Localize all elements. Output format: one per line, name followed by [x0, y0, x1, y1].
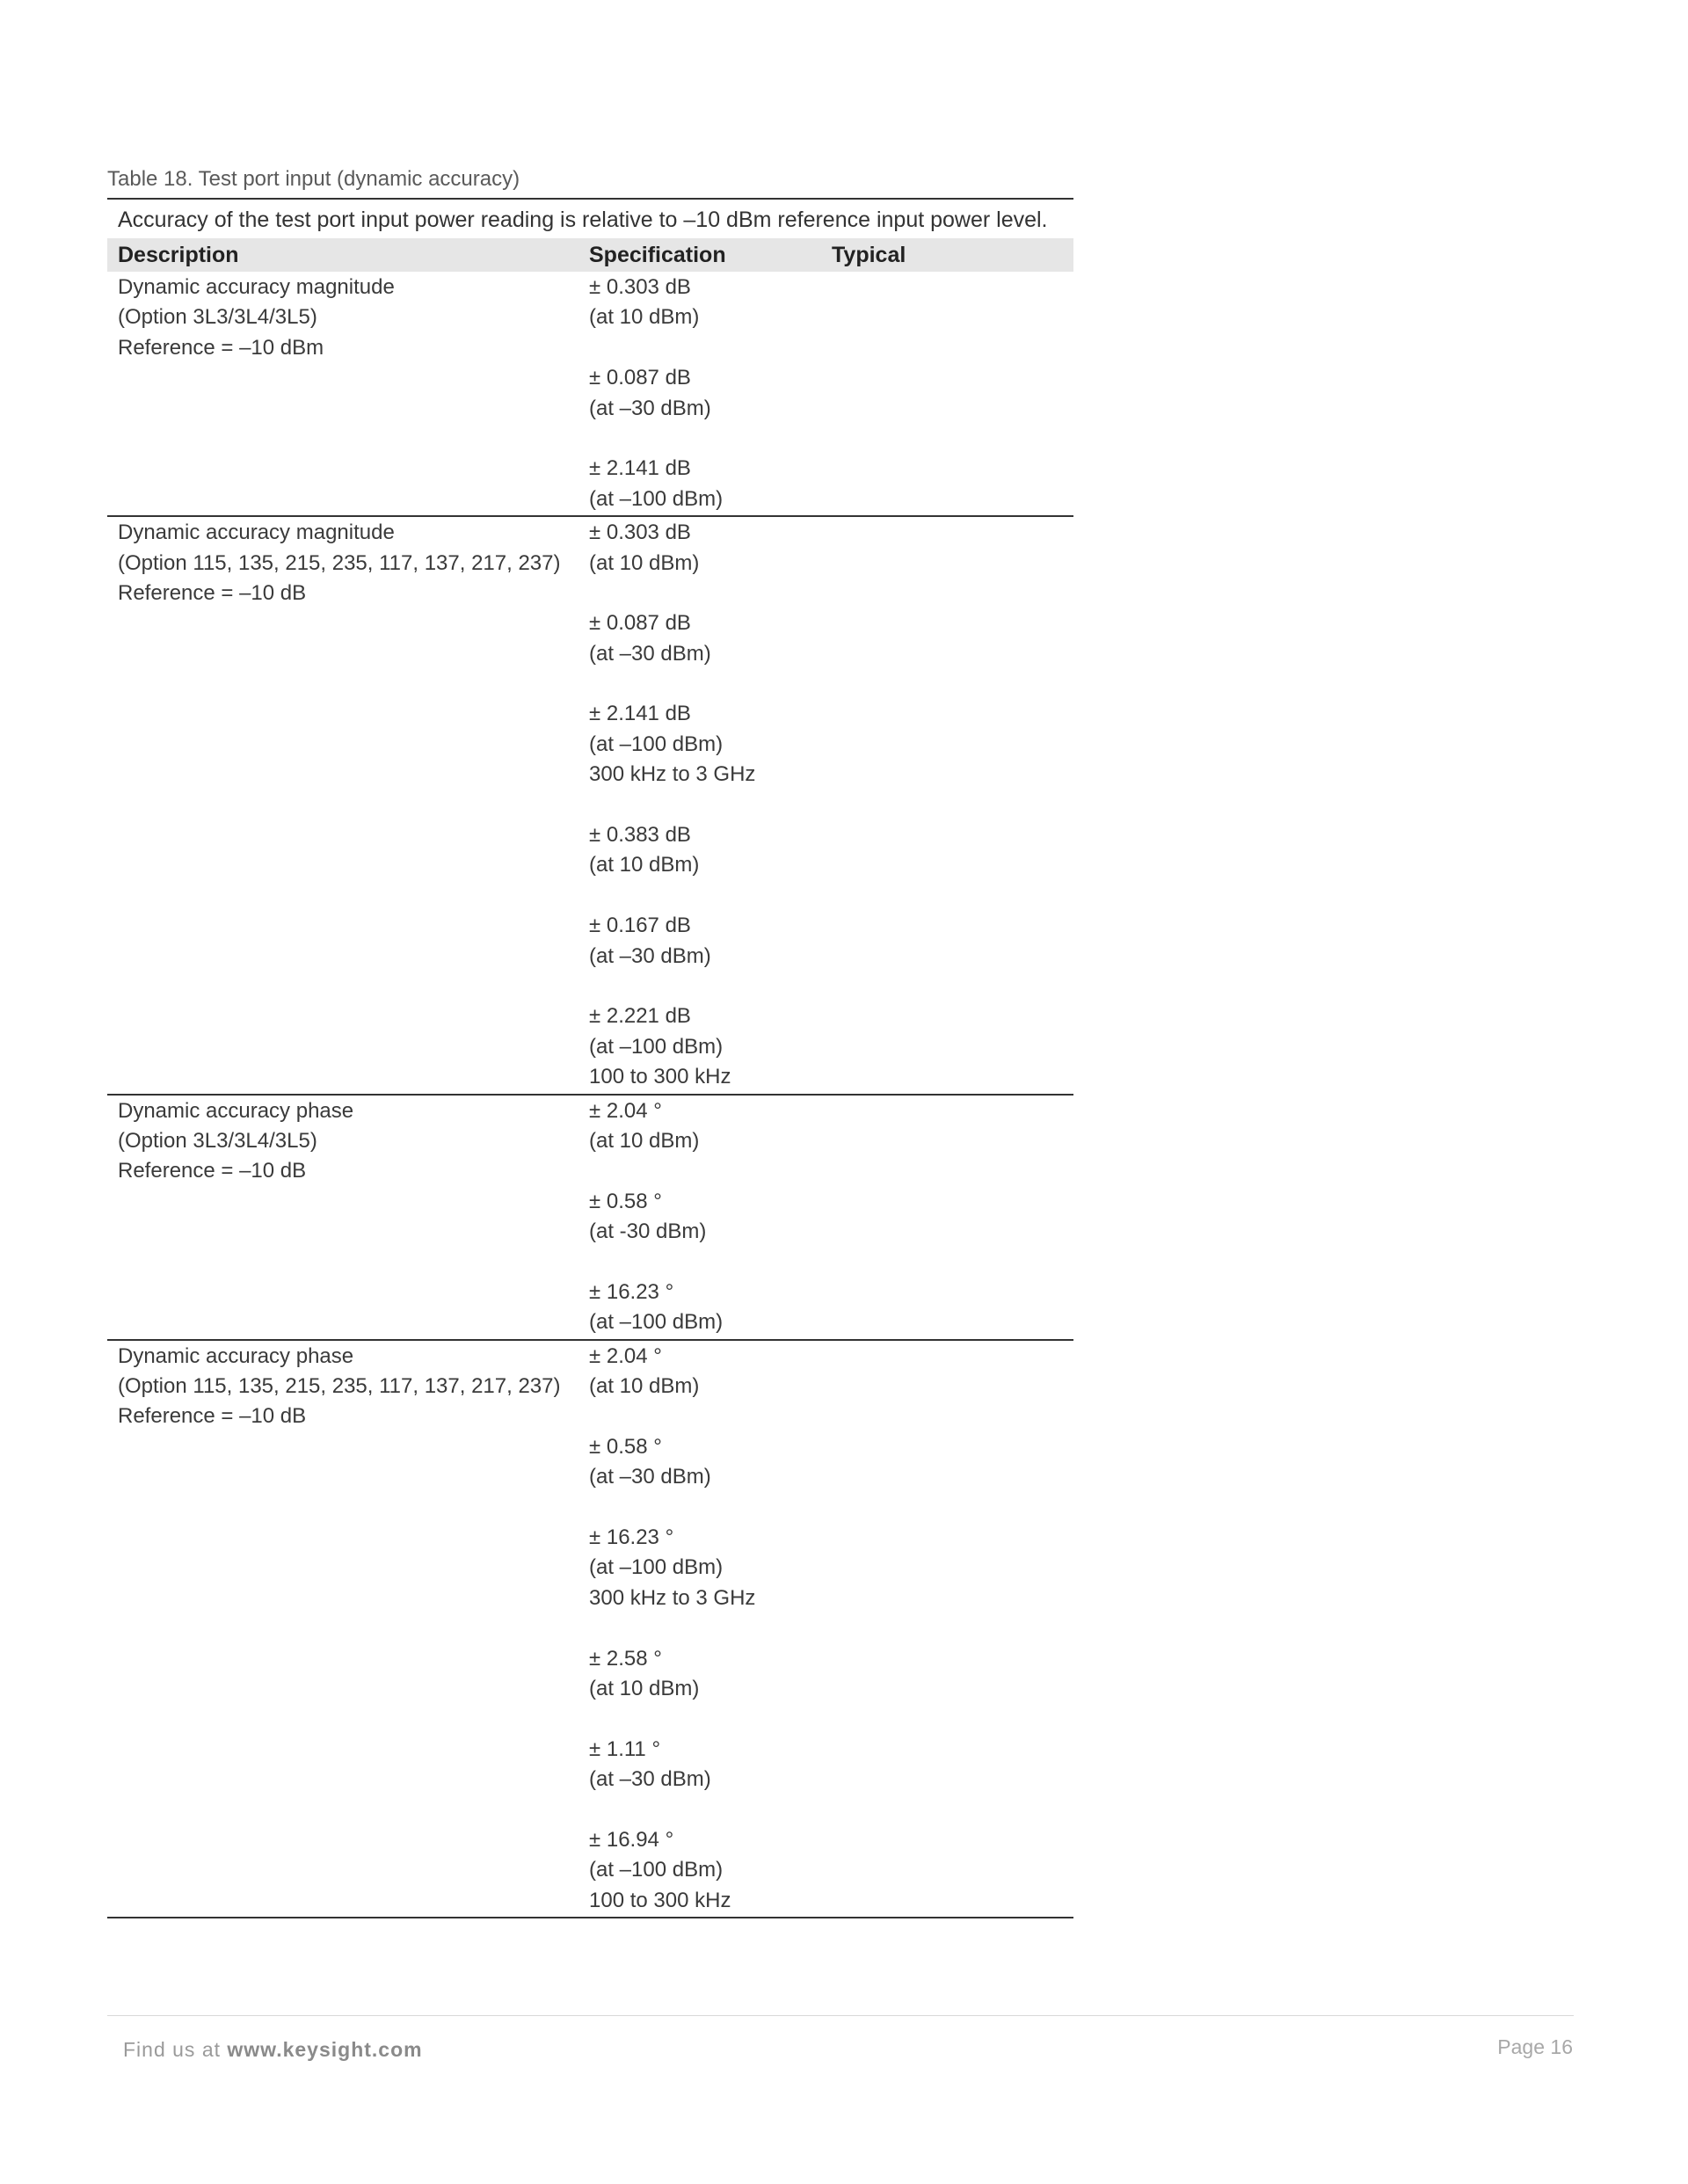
cell-specification-line: (at –30 dBm) [589, 396, 711, 420]
cell-specification-line: (at 10 dBm) [589, 853, 700, 877]
cell-description-line: (Option 3L3/3L4/3L5) [118, 305, 317, 330]
spec-table [107, 198, 1073, 1918]
cell-typical [832, 517, 1073, 1093]
cell-specification-line [589, 669, 832, 699]
cell-specification-line: ± 1.11 ° [589, 1736, 661, 1761]
cell-specification-line: ± 2.04 ° [589, 1098, 662, 1123]
cell-specification-line: ± 0.303 dB [589, 275, 691, 299]
footer-find-us [123, 2038, 423, 2062]
table-row [107, 1339, 1073, 1917]
cell-specification-line: (at –30 dBm) [589, 943, 711, 968]
cell-specification-line [589, 1493, 832, 1523]
table-header [107, 238, 1073, 272]
cell-specification-line: (at –100 dBm) [589, 732, 724, 756]
cell-specification-line [589, 1248, 832, 1278]
cell-specification-line [589, 333, 832, 363]
cell-specification-line: (at 10 dBm) [589, 550, 700, 575]
cell-specification-line: ± 16.23 ° [589, 1279, 674, 1304]
cell-description-line: Dynamic accuracy magnitude [118, 275, 395, 299]
table-caption: Table 18. Test port input (dynamic accuracy) [107, 167, 520, 191]
cell-description-line: Reference = –10 dB [118, 1159, 307, 1183]
cell-description [107, 517, 589, 1093]
cell-specification-line: (at –100 dBm) [589, 1310, 724, 1335]
table-note: Accuracy of the test port input power reading is relative to –10 dBm reference input power level. [118, 207, 1048, 232]
cell-specification-line: ± 0.087 dB [589, 611, 691, 636]
cell-typical-line [832, 273, 1073, 302]
cell-specification-line: ± 2.58 ° [589, 1646, 662, 1671]
cell-specification-line [589, 424, 832, 454]
cell-specification-line: (at 10 dBm) [589, 1676, 700, 1700]
cell-description-line: (Option 3L3/3L4/3L5) [118, 1128, 317, 1153]
cell-specification-line: ± 16.94 ° [589, 1827, 674, 1852]
cell-description [107, 1096, 589, 1339]
cell-description-line: (Option 115, 135, 215, 235, 117, 137, 217, 237) [118, 1374, 561, 1399]
cell-typical-line [832, 518, 1073, 548]
cell-typical [832, 272, 1073, 515]
header-specification: Specification [589, 243, 726, 267]
table-row [107, 515, 1073, 1093]
cell-specification-line [589, 1795, 832, 1825]
cell-specification-line [589, 579, 832, 608]
cell-specification-line: (at –30 dBm) [589, 1465, 711, 1489]
header-description: Description [118, 243, 239, 267]
cell-specification-line: (at –30 dBm) [589, 641, 711, 666]
cell-specification-line: ± 2.141 dB [589, 456, 691, 481]
cell-specification-line: 100 to 300 kHz [589, 1065, 731, 1089]
cell-specification-line: ± 0.58 ° [589, 1189, 662, 1213]
cell-specification-line: (at –100 dBm) [589, 1858, 724, 1882]
cell-specification-line: 300 kHz to 3 GHz [589, 1585, 756, 1610]
cell-description-line: Reference = –10 dBm [118, 335, 324, 360]
cell-specification-line [589, 972, 832, 1001]
cell-specification-line: ± 2.04 ° [589, 1343, 662, 1368]
cell-specification [589, 272, 832, 515]
table-body [107, 272, 1073, 1917]
page-number: Page 16 [1497, 2035, 1573, 2058]
cell-specification-line: (at 10 dBm) [589, 1128, 700, 1153]
cell-specification [589, 1341, 832, 1917]
cell-description-line: Dynamic accuracy phase [118, 1343, 354, 1368]
cell-description-line: (Option 115, 135, 215, 235, 117, 137, 217, 237) [118, 550, 561, 575]
footer-url-link[interactable]: www.keysight.com [227, 2038, 423, 2061]
cell-specification-line [589, 1401, 832, 1431]
cell-specification-line: (at –100 dBm) [589, 1555, 724, 1580]
cell-specification-line: ± 16.23 ° [589, 1525, 674, 1550]
cell-specification-line [589, 790, 832, 820]
cell-description-line: Reference = –10 dB [118, 580, 307, 605]
cell-specification-line [589, 1156, 832, 1186]
cell-specification-line: ± 0.167 dB [589, 914, 691, 938]
cell-specification-line [589, 1704, 832, 1734]
header-typical: Typical [832, 243, 906, 267]
cell-description-line: Dynamic accuracy magnitude [118, 521, 395, 545]
cell-specification-line: ± 0.087 dB [589, 366, 691, 390]
cell-specification-line: ± 2.221 dB [589, 1004, 691, 1029]
cell-typical [832, 1096, 1073, 1339]
table-row [107, 272, 1073, 515]
cell-specification-line: (at –30 dBm) [589, 1767, 711, 1792]
footer-prefix: Find us at [123, 2038, 228, 2061]
cell-specification-line: (at -30 dBm) [589, 1219, 707, 1244]
cell-typical [832, 1341, 1073, 1917]
cell-specification-line: 300 kHz to 3 GHz [589, 762, 756, 787]
cell-description [107, 272, 589, 515]
cell-description-line: Dynamic accuracy phase [118, 1098, 354, 1123]
cell-typical-line [832, 1342, 1073, 1372]
cell-specification-line: (at –100 dBm) [589, 486, 724, 511]
cell-specification-line [589, 881, 832, 911]
cell-description [107, 1341, 589, 1917]
cell-specification-line [589, 1613, 832, 1643]
cell-specification [589, 1096, 832, 1339]
footer-divider [107, 2015, 1574, 2016]
cell-specification-line: ± 0.303 dB [589, 521, 691, 545]
table-row [107, 1094, 1073, 1339]
cell-specification-line: (at –100 dBm) [589, 1034, 724, 1059]
cell-specification-line: 100 to 300 kHz [589, 1888, 731, 1912]
cell-typical-line [832, 1096, 1073, 1126]
cell-specification-line: ± 0.383 dB [589, 823, 691, 848]
cell-specification [589, 517, 832, 1093]
cell-description-line: Reference = –10 dB [118, 1404, 307, 1429]
cell-specification-line: (at 10 dBm) [589, 305, 700, 330]
cell-specification-line: ± 0.58 ° [589, 1434, 662, 1459]
cell-specification-line: ± 2.141 dB [589, 702, 691, 726]
cell-specification-line: (at 10 dBm) [589, 1374, 700, 1399]
